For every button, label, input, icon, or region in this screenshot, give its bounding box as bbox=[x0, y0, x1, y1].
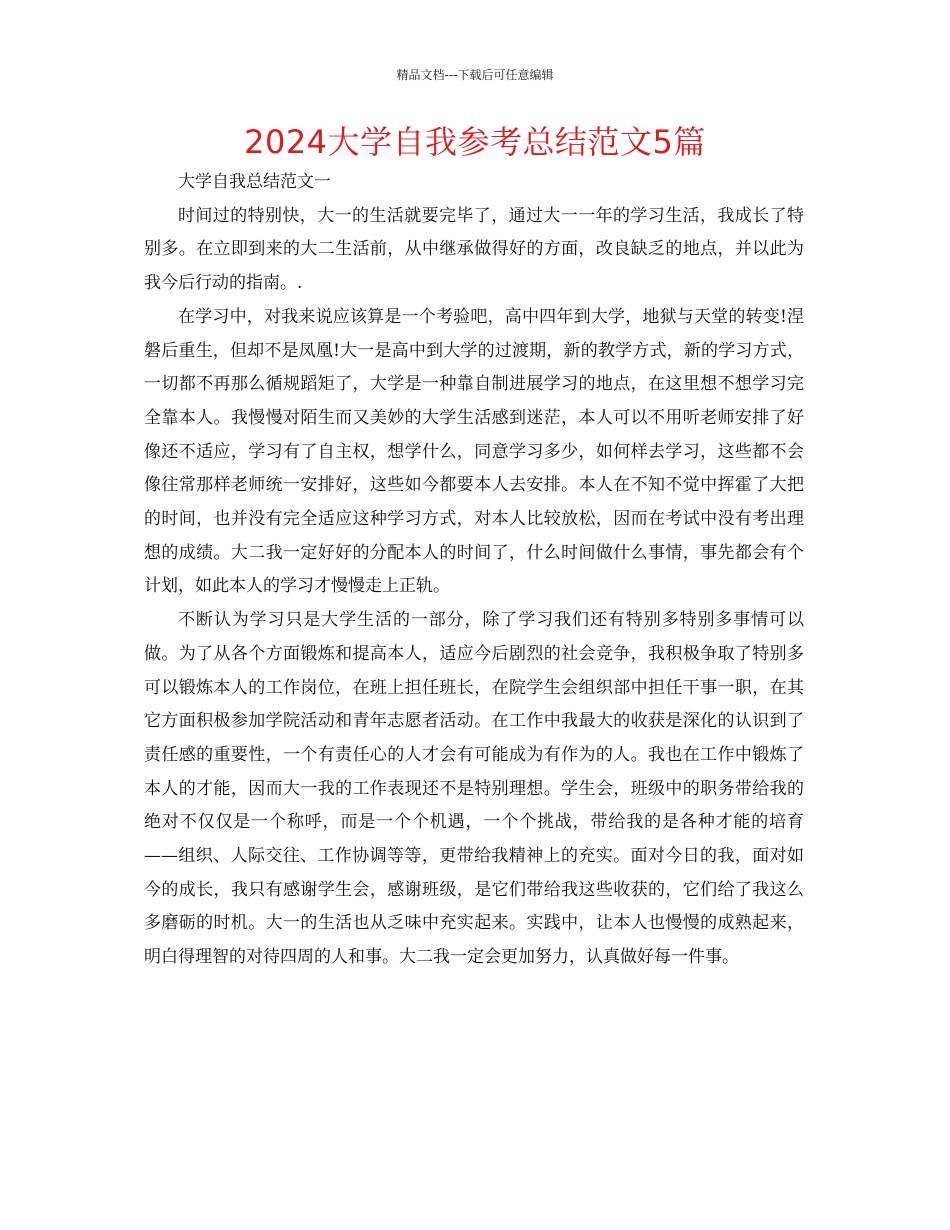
paragraph: 时间过的特别快，大一的生活就要完毕了，通过大一一年的学习生活，我成长了特别多。在立即到来的大二生活前，从中继承做得好的方面，改良缺乏的地点，并以此为我今后行动的指南。. bbox=[144, 205, 804, 294]
page-header: 精品文档---下载后可任意编辑 bbox=[396, 68, 554, 82]
section-heading: 大学自我总结范文一 bbox=[178, 172, 331, 192]
paragraph: 在学习中，对我来说应该算是一个考验吧，高中四年到大学，地狱与天堂的转变!涅磐后重生，但却不是凤凰!大一是高中到大学的过渡期，新的教学方式，新的学习方式，一切都不再那么循规蹈矩了，大学是一种靠自制进展学习的地点，在这里想不想学习完全靠本人。我慢慢对陌生而又美妙的大学生活感到迷茫，本人可以不用听老师安排了好像还不适应，学习有了自主权，想学什么，同意学习多少，如何样去学习，这些都不会像往常那样老师统一安排好，这些如今都要本人去安排。本人在不知不觉中挥霍了大把的时间，也并没有完全适应这种学习方式，对本人比较放松，因而在考试中没有考出理想的成绩。大二我一定好好的分配本人的时间了，什么时间做什么事情，事先都会有个计划，如此本人的学习才慢慢走上正轨。 bbox=[144, 306, 804, 597]
paragraph: 不断认为学习只是大学生活的一部分，除了学习我们还有特别多特别多事情可以做。为了从各个方面锻炼和提高本人，适应今后剧烈的社会竞争，我积极争取了特别多可以锻炼本人的工作岗位，在班上担任班长，在院学生会组织部中担任干事一职，在其它方面积极参加学院活动和青年志愿者活动。在工作中我最大的收获是深化的认识到了责任感的重要性，一个有责任心的人才会有可能成为有作为的人。我也在工作中锻炼了本人的才能，因而大一我的工作表现还不是特别理想。学生会，班级中的职务带给我的绝对不仅仅是一个称呼，而是一个个机遇，一个个挑战，带给我的是各种才能的培育——组织、人际交往、工作协调等等，更带给我精神上的充实。面对今日的我，面对如今的成长，我只有感谢学生会，感谢班级，是它们带给我这些收获的，它们给了我这么多磨砺的时机。大一的生活也从乏味中充实起来。实践中，让本人也慢慢的成熟起来，明白得理智的对待四周的人和事。大二我一定会更加努力，认真做好每一件事。 bbox=[144, 610, 804, 968]
document-body bbox=[144, 166, 804, 975]
document-title: 2024大学自我参考总结范文5篇 bbox=[244, 123, 706, 161]
